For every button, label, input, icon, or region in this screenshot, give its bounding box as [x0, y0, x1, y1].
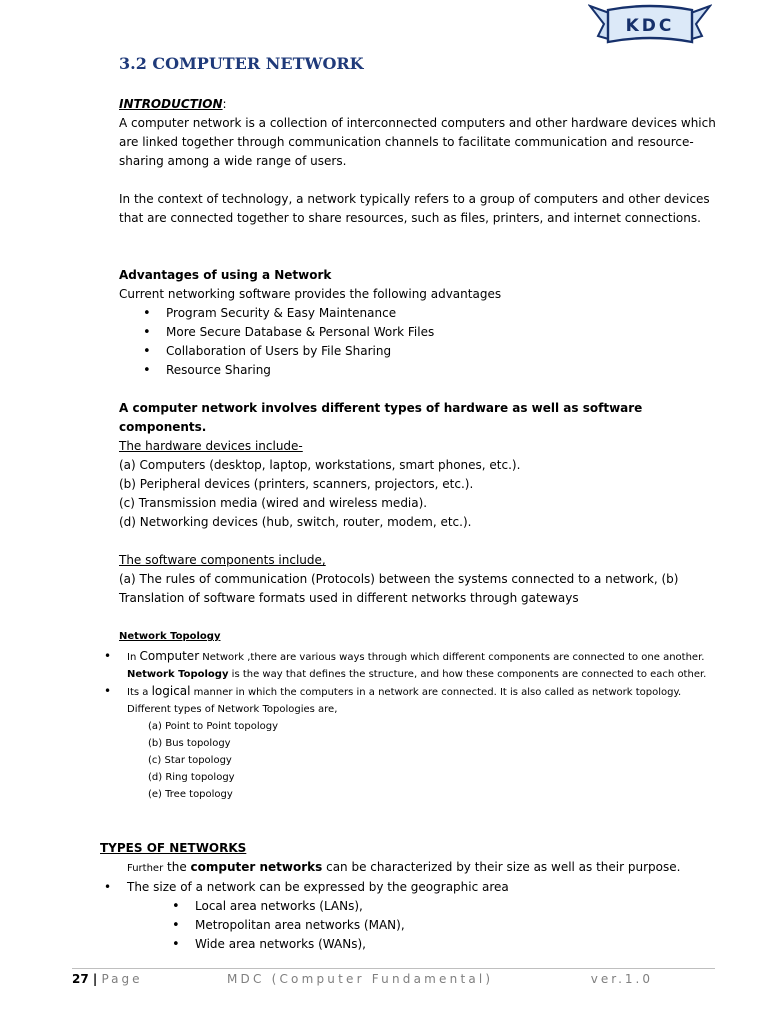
- page-separator: |: [88, 972, 102, 986]
- types-intro: [100, 858, 715, 878]
- list-item: • Resource Sharing: [119, 361, 719, 380]
- components-heading: A computer network involves different types of hardware as well as software components.: [119, 401, 643, 434]
- footer-version: ver.1.0: [590, 972, 653, 986]
- text-run: Further: [127, 863, 164, 874]
- intro-heading-line: [119, 95, 719, 114]
- kdc-logo: [588, 2, 712, 46]
- network-size-list: [100, 897, 715, 954]
- topology-section: [100, 648, 715, 803]
- list-item: • Program Security & Easy Maintenance: [119, 304, 719, 323]
- hardware-heading: The hardware devices include-: [119, 439, 303, 453]
- page-footer: [72, 972, 715, 990]
- hardware-item: (a) Computers (desktop, laptop, workstations, smart phones, etc.).: [119, 458, 521, 472]
- hardware-item: (c) Transmission media (wired and wireless media).: [119, 496, 428, 510]
- footer-title: MDC (Computer Fundamental): [227, 972, 494, 986]
- list-item: • Local area networks (LANs),: [100, 897, 715, 916]
- topology-type: (a) Point to Point topology: [148, 721, 279, 732]
- topology-type: (d) Ring topology: [148, 772, 235, 783]
- intro-heading: INTRODUCTION: [119, 97, 223, 111]
- topology-type: (c) Star topology: [148, 755, 232, 766]
- text-run: manner in which the computers in a network are connected. It is also called as network topology. Different types of Network Topologies are,: [127, 687, 682, 715]
- text-run: logical: [151, 684, 191, 698]
- text-run: Its a: [127, 687, 152, 698]
- software-text: (a) The rules of communication (Protocols) between the systems connected to a network, (b) Translation of software formats used in different networks through gateways: [119, 572, 679, 605]
- types-heading: TYPES OF NETWORKS: [100, 841, 247, 855]
- page-number: [72, 972, 143, 986]
- text-run: computer networks: [190, 860, 323, 874]
- page-word: Page: [101, 972, 143, 986]
- advantages-list: [119, 304, 719, 380]
- topology-type: (b) Bus topology: [148, 738, 231, 749]
- software-heading: The software components include,: [119, 553, 326, 567]
- topology-bullet-1: [100, 648, 715, 683]
- logo-text: KDC: [625, 16, 675, 36]
- intro-colon: :: [222, 97, 227, 111]
- advantages-heading: Advantages of using a Network: [119, 268, 332, 282]
- text-run: Network ,there are various ways through which different components are connected to one another.: [199, 652, 705, 663]
- text-run: In: [127, 652, 140, 663]
- main-content: [119, 95, 719, 646]
- text-run: is the way that defines the structure, and how these components are connected to each other.: [228, 669, 707, 680]
- footer-divider: [72, 968, 715, 969]
- hardware-item: (b) Peripheral devices (printers, scanners, projectors, etc.).: [119, 477, 474, 491]
- intro-paragraph-1: A computer network is a collection of interconnected computers and other hardware devices which are linked together through communication channels to facilitate communication and resource-sharing among a wide range of users.: [119, 116, 716, 168]
- list-item: • Metropolitan area networks (MAN),: [100, 916, 715, 935]
- text-run: Computer: [139, 649, 200, 663]
- text-run: the: [163, 860, 191, 874]
- topology-type: (e) Tree topology: [148, 789, 233, 800]
- hardware-item: (d) Networking devices (hub, switch, router, modem, etc.).: [119, 515, 472, 529]
- advantages-lead: Current networking software provides the following advantages: [119, 287, 502, 301]
- page-number-value: 27: [72, 972, 89, 986]
- topology-heading: Network Topology: [119, 631, 221, 642]
- list-item: • Collaboration of Users by File Sharing: [119, 342, 719, 361]
- text-run: Network Topology: [127, 669, 229, 680]
- page-title: 3.2 COMPUTER NETWORK: [119, 54, 364, 73]
- types-bullet: • The size of a network can be expressed by the geographic area: [100, 878, 715, 897]
- topology-bullet-2: [100, 683, 715, 718]
- list-item: • More Secure Database & Personal Work Files: [119, 323, 719, 342]
- intro-paragraph-2: In the context of technology, a network typically refers to a group of computers and other devices that are connected together to share resources, such as files, printers, and internet connections.: [119, 192, 710, 225]
- text-run: can be characterized by their size as well as their purpose.: [322, 860, 681, 874]
- types-of-networks-section: [100, 839, 715, 954]
- list-item: • Wide area networks (WANs),: [100, 935, 715, 954]
